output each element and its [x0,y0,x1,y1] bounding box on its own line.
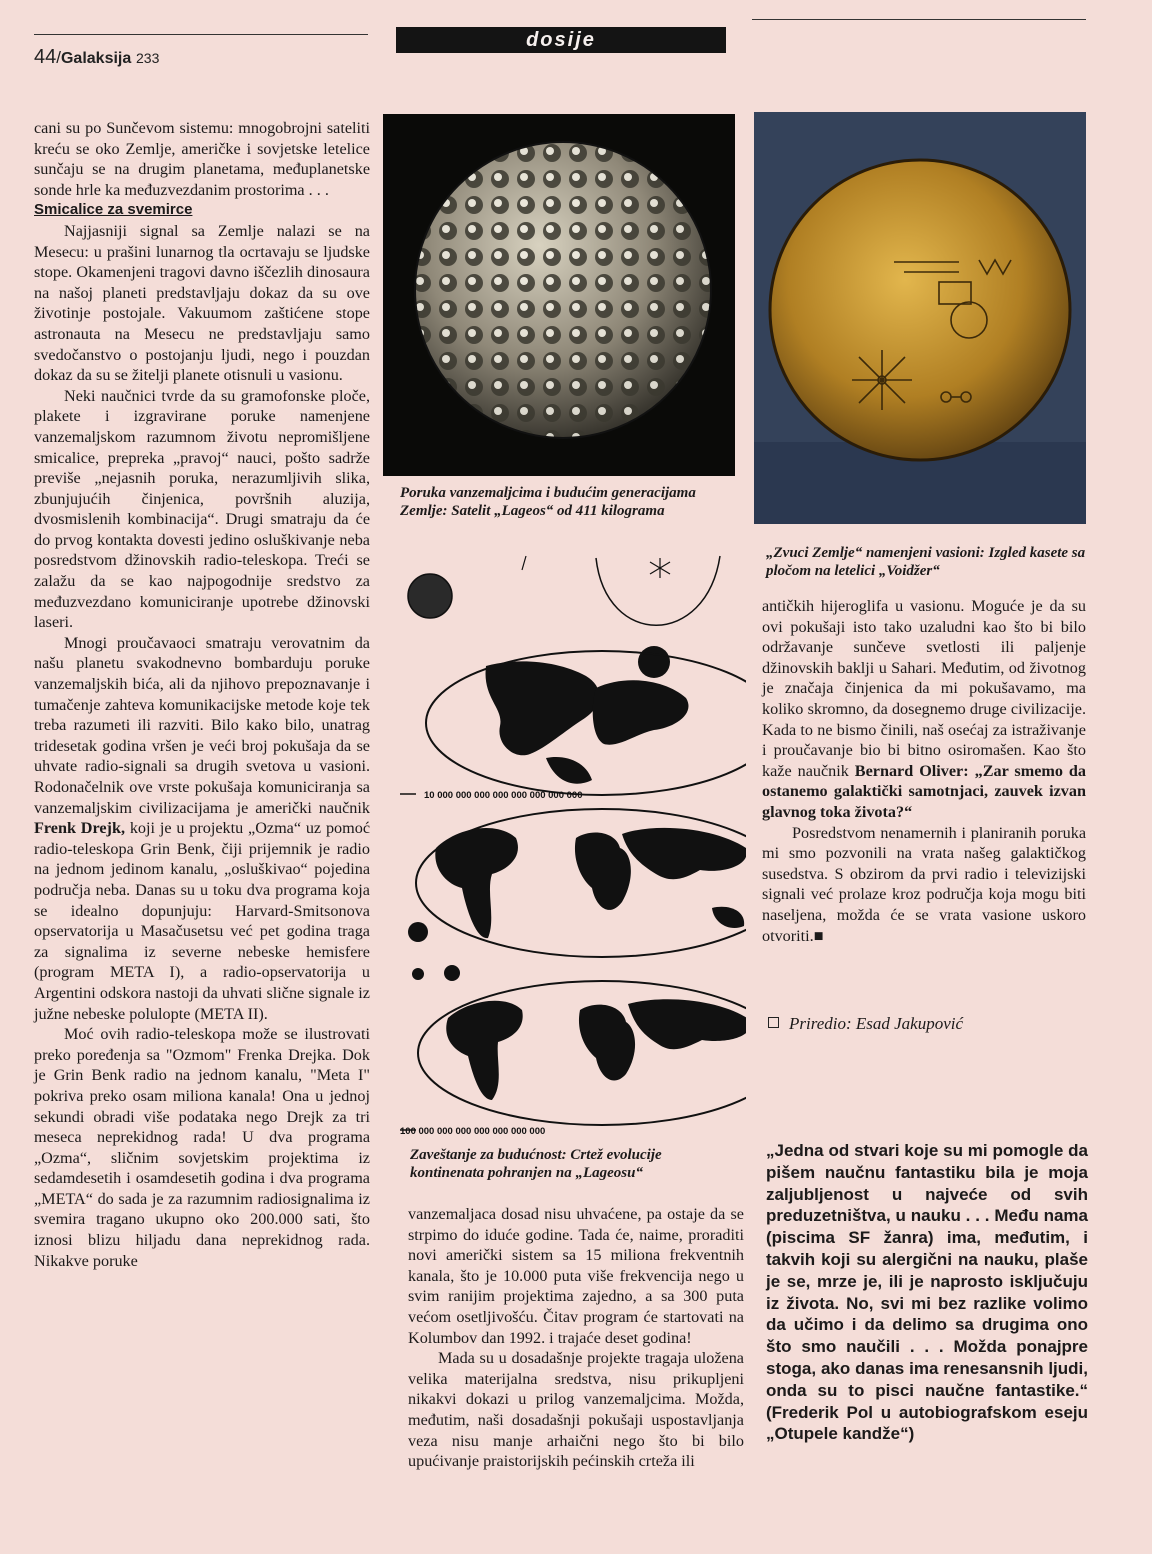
lageos-satellite-photo [383,114,735,476]
name-highlight: Bernard Oliver: [854,761,969,780]
paragraph: Mnogi proučavaoci smatraju verovatnim da našu planetu svakodnevno bombarduju poruke vanzemaljskih bića, ali da njihovo prepoznavanje i tumačenje zahteva komunikacijske metode koje tek treba razumeti ili razviti. Bilo kako bilo, unatrag tridesetak godina vršen je veći broj pokušaja da se uhvate radio-signali sa drugih svetova u vasioni. Rodonačelnik ove vrste pokušaja komuniciranja sa vanzemaljskim civilizacijama je američki naučnik Frenk Drejk, koji je u projektu „Ozma“ uz pomoć radio-teleskopa Grin Benk, čiji prijemnik je radio na jednom jedinom kanalu, „osluškivao“ pojedina područja neba. Danas su u toku dva programa koja se idealno dopunjuju: Harvard-Smitsonova opservatorija u Masačusetsu već pet godina traga za signalima iz severne nebeske hemisfere (program META I), a radio-opservatorija u Argentini odskora nastoji da uhvati slične signale iz južne nebeske polulopte (META II). [34,633,370,1023]
paragraph: Neki naučnici tvrde da su gramofonske ploče, plakete i izgravirane poruke namenjene vanzemaljskom razumnom životu nepromišljene smicalice, prepreka „pravoj“ nauci, pošto sadrže previše „nejasnih poruka, nerazumljivih slika, zbunjujućih činjenica, površnih aluzija, dvosmislenih kombinacija“. Drugi smatraju da će do prvog kontakta dovesti jedino osluškivanje neba posredstvom džinovskih radio-teleskopa. Treći se zalažu da se kao najpogodnije sredstvo za međuzvezdano komuniciranje upotrebe džinovski laseri. [34,386,370,632]
paragraph: antičkih hijeroglifa u vasionu. Moguće je da su ovi pokušaji isto tako uzaludni kao što bi bilo održavanje sunčeve svetlosti ili paljenje džinovskih baklji u Sahari. Međutim, od životnog je značaja činjenica da mi pokušavamo, ma koliko skromno, da dosegnemo druge civilizacije. Kada to ne bismo činili, naš osećaj za istraživanje i proučavanje bio bi bitno osiromašen. Kao što kaže naučnik Bernard Oliver: „Zar smemo da ostanemo galaktički samotnjaci, zauvek izvan glavnog toka života?“ [762,597,1087,821]
name-highlight: Frenk Drejk, [34,819,125,838]
article-credit: Priredio: Esad Jakupović [768,1014,963,1034]
article-column-2 [408,1204,744,1472]
header-rule-right [752,19,1086,20]
continents-caption: Zaveštanje za budućnost: Crtež evolucije kontinenata pohranjen na „Lageosu“ [410,1147,662,1181]
diagram-timescale-bottom: 100 000 000 000 000 000 000 000 [400,1126,546,1137]
paragraph: Najjasniji signal sa Zemlje nalazi se na Mesecu: u prašini lunarnog tla ocrtavaju se ljudske stope. Okamenjeni tragovi davno iščezlih dinosaura na našoj planeti predstavljaju dokaz da su ove životinje postojale. Vakuumom zaštićene stope astronauta na Mesecu ne predstavljaju samo svedočanstvo o postojanju ljudi, nego i pouzdan dokaz da su se žitelji planete otisnuli u vasionu. [34,221,370,385]
voyager-record-photo [754,112,1086,524]
checkbox-square-icon [768,1017,779,1028]
paragraph: Mada su u dosadašnje projekte tragaja uložena velika materijalna sredstva, nisu prikupljeni nikakvi dokazi u prilog vanzemaljcima. Možda, međutim, naši dosadašnji pokušaji uspostavljanja veza nisu manje arhaični nego što bi bilo upućivanje praistorijskih pećinskih crteža ili [408,1349,744,1471]
paragraph: vanzemaljaca dosad nisu uhvaćene, pa ostaje da se strpimo do iduće godine. Tada će, naime, proraditi novi američki sistem sa 15 miliona frekventnih kanala, što je 10.000 puta više frekvencija nego u svim ranijim projektima zajedno, a sa 300 puta većom osetljivošću. Čitav program će startovati na Kolumbov dan 1992. i trajaće deset godina! [408,1205,744,1347]
article-column-3 [762,596,1086,946]
paragraph: Posredstvom nenamernih i planiranih poruka mi smo pozvonili na vrata našeg galaktičkog susedstva. S obzirom da prvi radio i televizijski signali već prolaze kroz područja koja mogu biti naseljena, možda će se vrata vasione uskoro otvoriti.■ [762,823,1086,945]
inline-quote: „Zar smemo da ostanemo galaktički samotnjaci, zauvek izvan glavnog toka života?“ [762,761,1087,821]
paragraph: Moć ovih radio-teleskopa može se ilustrovati preko poređenja sa "Ozmom" Frenka Drejka. Dok je Grin Benk radio na jednom kanalu, "Meta I" pokriva preko osam miliona kanala! Ona u jednoj sekundi obradi više podataka nego Drejk za tri meseca neprekidnog rada! U dva programa „Ozma“, sličnim sovjetskim projektima iz sedamdesetih i osamdesetih godina i dva programa „META“ do sada je za razumnim radiosignalima iz svemira tragano ukupno oko 200.000 sati, što iznosi blizu hiljadu dana neprekidnog rada. Nikakve poruke [34,1025,370,1270]
header-rule-left [34,34,368,35]
end-mark: ■ [813,926,824,945]
lageos-caption: Poruka vanzemaljcima i budućim generacijama Zemlje: Satelit „Lageos“ od 411 kilograma [400,485,696,519]
page-number: 44/Galaksija 233 [34,46,160,68]
paragraph: cani su po Sunčevom sistemu: mnogobrojni sateliti kreću se oko Zemlje, američke i sovjetske letelice sunčaju se na drugim planetama, međuplanetske sonde hrle ka međuzvezdanim prostorima . . . [34,119,370,199]
voyager-caption: „Zvuci Zemlje“ namenjeni vasioni: Izgled kasete sa pločom na letelici „Voidžer“ [766,545,1086,579]
pull-quote: „Jedna od stvari koje su mi pomogle da pišem naučnu fantastiku bila je moja zaljubljenost u najveće od svih preduzetništva, u nauku . . . Među nama (piscima SF žanra) ima, međutim, i takvih koji su alergični na nauku, plaše je se, mrze je, ili je naprosto isključuju iz života. No, svi mi bez razlike volimo da učimo i da delimo sa drugima ono što smo naučili . . . Možda ponajpre stoga, ako danas ima renesansnih ljudi, onda su to pisci naučne fantastike.“ (Frederik Pol u autobiografskom eseju „Otupele kandže“) [766,1141,1088,1444]
diagram-timescale-top: 10 000 000 000 000 000 000 000 000 [424,790,583,801]
article-column-1 [34,118,370,1271]
subheading: Smicalice za svemirce [34,201,193,219]
section-title: dosije [396,27,726,53]
continent-evolution-diagram [396,548,746,1142]
